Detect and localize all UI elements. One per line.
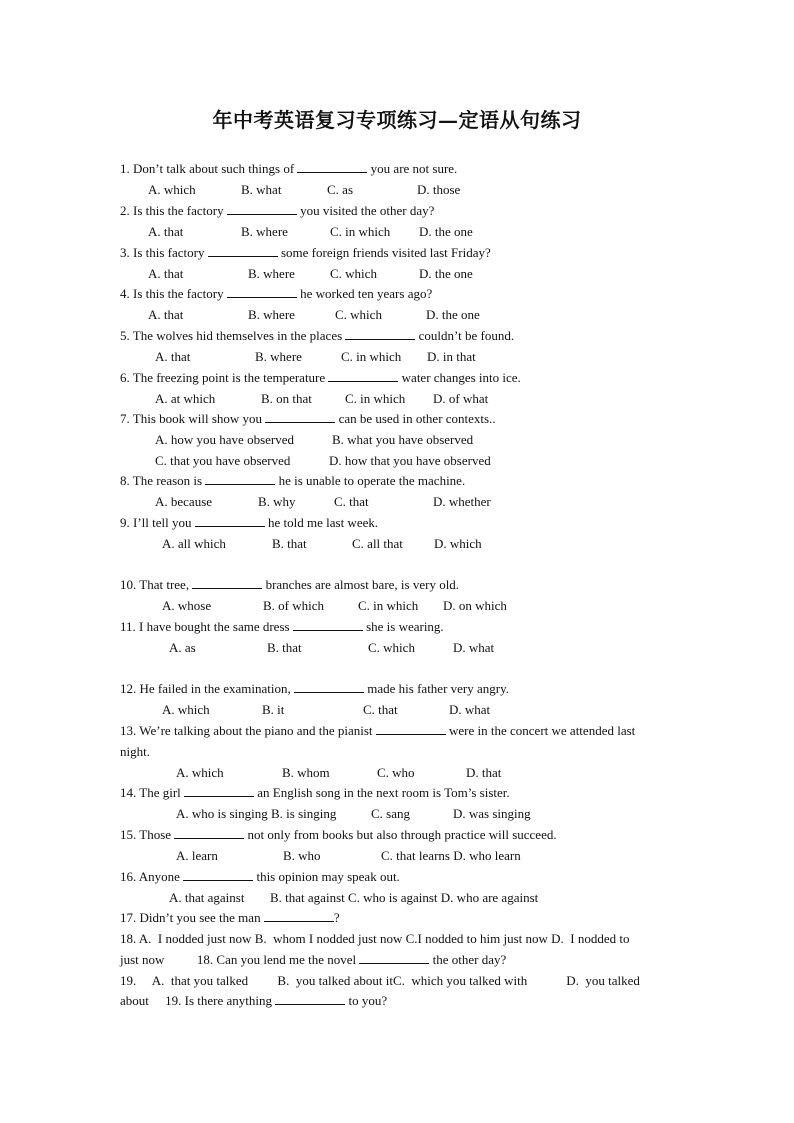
question-text: 11. I have bought the same dress [120, 619, 293, 634]
question-18 [120, 952, 506, 968]
answer-blank[interactable] [294, 681, 364, 693]
answer-blank[interactable] [359, 952, 429, 964]
question-text: 15. Those [120, 827, 175, 842]
answer-option[interactable]: B. where [248, 307, 295, 322]
answer-option[interactable]: B. what [241, 182, 282, 197]
question-text: 2. Is this the factory [120, 203, 227, 218]
question-15 [120, 827, 557, 843]
answer-blank[interactable] [174, 827, 244, 839]
option-row [0, 307, 794, 323]
answer-option[interactable]: D. of what [433, 391, 489, 406]
question-text-end: water changes into ice. [398, 370, 521, 385]
answer-option[interactable]: C. which [368, 640, 415, 655]
option-row [0, 391, 794, 407]
answer-option[interactable]: B. it [262, 702, 285, 717]
question-10 [120, 577, 459, 593]
option-row [0, 432, 794, 448]
answer-option[interactable]: C. which [335, 307, 382, 322]
answer-option[interactable]: D. that [466, 765, 502, 780]
answer-option[interactable]: A. how you have observed [155, 432, 294, 447]
option-row [0, 266, 794, 282]
answer-option[interactable]: B. where [248, 266, 295, 281]
answer-blank[interactable] [208, 245, 278, 257]
answer-option[interactable]: A. which [162, 702, 210, 717]
option-row [0, 349, 794, 365]
answer-blank[interactable] [264, 910, 334, 922]
answer-blank[interactable] [184, 785, 254, 797]
question-text-end: he told me last week. [264, 515, 379, 530]
answer-blank[interactable] [265, 411, 335, 423]
answer-option[interactable]: D. on which [443, 598, 507, 613]
question-text-end: he is unable to operate the machine. [275, 473, 466, 488]
answer-option[interactable]: A. that [155, 349, 191, 364]
answer-blank[interactable] [227, 286, 297, 298]
answer-option[interactable]: A. who is singing B. is singing [176, 806, 337, 821]
answer-option[interactable]: B. where [241, 224, 288, 239]
answer-blank[interactable] [205, 473, 275, 485]
option-row [0, 453, 794, 469]
answer-option[interactable]: B. where [255, 349, 302, 364]
question-19 [120, 993, 387, 1009]
answer-option[interactable]: D. the one [419, 224, 473, 239]
question-text-end: the other day? [429, 952, 507, 967]
answer-blank[interactable] [183, 869, 253, 881]
question-text-end: some foreign friends visited last Friday? [277, 245, 491, 260]
option-row [0, 702, 794, 718]
option-row [0, 598, 794, 614]
question-8 [120, 473, 465, 489]
question-text: 1. Don’t talk about such things of [120, 161, 298, 176]
question-text: 5. The wolves hid themselves in the places [120, 328, 346, 343]
option-row [0, 224, 794, 240]
answer-option[interactable]: A. that against [169, 890, 245, 905]
question-text: 3. Is this factory [120, 245, 208, 260]
answer-option[interactable]: C. sang [371, 806, 410, 821]
answer-blank[interactable] [345, 328, 415, 340]
question-16 [120, 869, 400, 885]
question-7 [120, 411, 496, 427]
question-text: 4. Is this the factory [120, 286, 227, 301]
answer-option[interactable]: D. was singing [453, 806, 531, 821]
question-17 [120, 910, 340, 926]
answer-option[interactable]: A. that [148, 307, 184, 322]
question-text-end: were in the concert we attended last [445, 723, 636, 738]
document-title: 年中考英语复习专项练习—定语从句练习 [212, 108, 582, 132]
option-row [0, 640, 794, 656]
question-text: 8. The reason is [120, 473, 206, 488]
question-text: 7. This book will show you [120, 411, 266, 426]
option-row [0, 765, 794, 781]
answer-option[interactable]: B. that [272, 536, 307, 551]
answer-option[interactable]: C. that [363, 702, 398, 717]
question-text-end: can be used in other contexts.. [335, 411, 496, 426]
question-11 [120, 619, 444, 635]
answer-option[interactable]: D. the one [426, 307, 480, 322]
question-text-end: ? [333, 910, 340, 925]
answer-option[interactable]: C. that learns D. who learn [381, 848, 521, 863]
answer-option[interactable]: D. which [434, 536, 482, 551]
question-3 [120, 245, 491, 261]
answer-blank[interactable] [293, 619, 363, 631]
question-4 [120, 286, 432, 302]
answer-option[interactable]: D. those [417, 182, 461, 197]
answer-option[interactable]: A. which [176, 765, 224, 780]
question-text: 16. Anyone [120, 869, 184, 884]
question-text-end: branches are almost bare, is very old. [262, 577, 460, 592]
answer-option[interactable]: B. who [283, 848, 321, 863]
answer-option[interactable]: D. the one [419, 266, 473, 281]
answer-option[interactable]: D. what [449, 702, 491, 717]
option-row [0, 848, 794, 864]
question-5 [120, 328, 514, 344]
answer-option[interactable]: C. in which [341, 349, 402, 364]
question-text: 12. He failed in the examination, [120, 681, 295, 696]
answer-option[interactable]: C. as [327, 182, 353, 197]
question-18-options: 18. A. I nodded just now B. whom I nodded just now C.I nodded to him just now D. I nodded to [120, 931, 630, 946]
question-text-end: you visited the other day? [296, 203, 435, 218]
answer-option[interactable]: A. as [169, 640, 196, 655]
question-text-end: not only from books but also through practice will succeed. [244, 827, 557, 842]
option-row [0, 890, 794, 906]
question-text-end: he worked ten years ago? [296, 286, 433, 301]
answer-option[interactable]: B. why [258, 494, 296, 509]
option-row [0, 536, 794, 552]
question-text-end: she is wearing. [362, 619, 444, 634]
question-text-end: couldn’t be found. [415, 328, 515, 343]
question-1 [120, 161, 457, 177]
answer-blank[interactable] [297, 161, 367, 173]
answer-blank[interactable] [192, 577, 262, 589]
option-row [0, 494, 794, 510]
question-text-end: made his father very angry. [364, 681, 510, 696]
question-6 [120, 370, 521, 386]
answer-option[interactable]: D. in that [427, 349, 476, 364]
question-text-end: this opinion may speak out. [253, 869, 400, 884]
question-text: 17. Didn’t you see the man [120, 910, 264, 925]
question-14 [120, 785, 510, 801]
answer-option[interactable]: A. which [148, 182, 196, 197]
answer-blank[interactable] [275, 993, 345, 1005]
answer-option[interactable]: A. that [148, 266, 184, 281]
answer-option[interactable]: C. that you have observed [155, 453, 291, 468]
answer-option[interactable]: B. of which [263, 598, 325, 613]
answer-option[interactable]: A. whose [162, 598, 212, 613]
answer-option[interactable]: C. which [330, 266, 377, 281]
question-19-options: 19. A. that you talked B. you talked about itC. which you talked with D. you talked [120, 973, 640, 988]
answer-option[interactable]: A. because [155, 494, 213, 509]
question-text: 6. The freezing point is the temperature [120, 370, 329, 385]
answer-option[interactable]: C. who [377, 765, 415, 780]
question-text-end: an English song in the next room is Tom’s sister. [254, 785, 510, 800]
answer-option[interactable]: C. in which [345, 391, 406, 406]
answer-option[interactable]: D. what [453, 640, 495, 655]
answer-blank[interactable] [195, 515, 265, 527]
question-text-end: you are not sure. [367, 161, 458, 176]
option-row [0, 182, 794, 198]
question-13 [120, 723, 635, 739]
answer-option[interactable]: A. that [148, 224, 184, 239]
answer-option[interactable]: B. whom [282, 765, 330, 780]
answer-option[interactable]: D. whether [433, 494, 491, 509]
answer-option[interactable]: C. in which [358, 598, 419, 613]
question-text: 13. We’re talking about the piano and the pianist [120, 723, 376, 738]
question-2 [120, 203, 434, 219]
answer-option[interactable]: B. what you have observed [332, 432, 474, 447]
answer-option[interactable]: C. all that [352, 536, 403, 551]
answer-option[interactable]: A. at which [155, 391, 216, 406]
question-text: 10. That tree, [120, 577, 193, 592]
question-12 [120, 681, 509, 697]
option-row [0, 806, 794, 822]
answer-option[interactable]: B. that [267, 640, 302, 655]
question-text-end: to you? [345, 993, 388, 1008]
answer-blank[interactable] [376, 723, 446, 735]
question-text: about 19. Is there anything [120, 993, 276, 1008]
answer-option[interactable]: B. on that [261, 391, 312, 406]
answer-option[interactable]: D. how that you have observed [329, 453, 491, 468]
question-text: 14. The girl [120, 785, 185, 800]
answer-option[interactable]: C. in which [330, 224, 391, 239]
question-text: 9. I’ll tell you [120, 515, 195, 530]
answer-blank[interactable] [227, 203, 297, 215]
answer-option[interactable]: A. learn [176, 848, 218, 863]
answer-option[interactable]: B. that against C. who is against D. who are against [270, 890, 539, 905]
answer-blank[interactable] [328, 370, 398, 382]
question-continuation: night. [120, 744, 150, 759]
answer-option[interactable]: C. that [334, 494, 369, 509]
question-9 [120, 515, 378, 531]
answer-option[interactable]: A. all which [162, 536, 226, 551]
question-text: just now 18. Can you lend me the novel [120, 952, 360, 967]
